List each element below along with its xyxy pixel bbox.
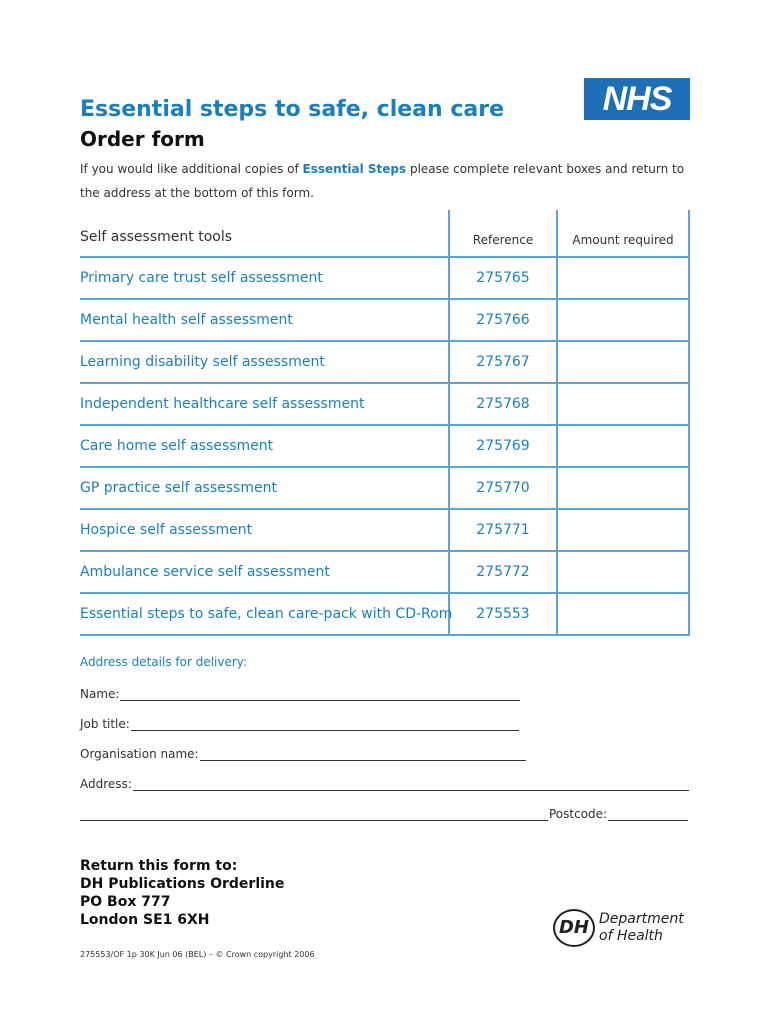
postcode-field <box>80 807 688 821</box>
row-label: GP practice self assessment <box>80 480 277 496</box>
name-field <box>80 687 520 701</box>
row-label: Essential steps to safe, clean care-pack with CD-Rom <box>80 606 453 622</box>
form-title: Essential steps to safe, clean care <box>80 97 505 122</box>
return-line-1: Return this form to: <box>80 858 238 874</box>
row-reference: 275766 <box>476 312 530 328</box>
organisation-input-line[interactable] <box>200 748 526 761</box>
table-row <box>80 510 690 552</box>
row-reference: 275772 <box>476 564 530 580</box>
header-amount: Amount required <box>572 233 674 247</box>
nhs-logo: NHS <box>584 78 690 120</box>
table-row <box>80 300 690 342</box>
dh-logo-line-1: Department <box>599 911 684 927</box>
row-label: Care home self assessment <box>80 438 274 454</box>
address-label: Address: <box>80 777 132 791</box>
return-line-4: London SE1 6XH <box>80 912 210 928</box>
address-field <box>80 777 689 791</box>
name-label: Name: <box>80 687 120 701</box>
row-label: Learning disability self assessment <box>80 354 325 370</box>
intro-text <box>80 157 700 205</box>
return-address <box>80 857 284 929</box>
address-heading: Address details for delivery: <box>80 655 248 669</box>
row-reference: 275771 <box>476 522 530 538</box>
table-row <box>80 342 690 384</box>
return-line-3: PO Box 777 <box>80 894 171 910</box>
form-subtitle: Order form <box>80 127 205 151</box>
row-reference: 275765 <box>476 270 530 286</box>
row-label: Hospice self assessment <box>80 522 253 538</box>
job-title-input-line[interactable] <box>131 718 519 731</box>
organisation-field <box>80 747 526 761</box>
intro-before: If you would like additional copies of <box>80 162 303 176</box>
row-reference: 275769 <box>476 438 530 454</box>
job-title-field <box>80 717 519 731</box>
organisation-label: Organisation name: <box>80 747 199 761</box>
job-title-label: Job title: <box>80 717 130 731</box>
department-of-health-logo <box>553 905 693 949</box>
address-line-2[interactable] <box>80 808 548 821</box>
table-row <box>80 594 690 636</box>
intro-after: please complete relevant boxes and return to the address at the bottom of this form. <box>80 162 685 200</box>
row-reference: 275768 <box>476 396 530 412</box>
row-label: Independent healthcare self assessment <box>80 396 365 412</box>
header-reference: Reference <box>472 233 534 247</box>
row-reference: 275767 <box>476 354 530 370</box>
postcode-input-line[interactable] <box>608 808 688 821</box>
row-label: Mental health self assessment <box>80 312 293 328</box>
name-input-line[interactable] <box>120 688 520 701</box>
intro-highlight: Essential Steps <box>302 162 407 176</box>
row-label: Ambulance service self assessment <box>80 564 330 580</box>
table-header-row <box>80 210 690 258</box>
table-row <box>80 384 690 426</box>
return-line-2: DH Publications Orderline <box>80 876 285 892</box>
row-reference: 275770 <box>476 480 530 496</box>
dh-logo-text <box>599 911 684 945</box>
postcode-label: Postcode: <box>549 807 608 821</box>
address-input-line[interactable] <box>133 778 689 791</box>
dh-logo-line-2: of Health <box>599 928 663 944</box>
table-row <box>80 468 690 510</box>
table-row <box>80 258 690 300</box>
table-row <box>80 552 690 594</box>
row-label: Primary care trust self assessment <box>80 270 323 286</box>
footnote: 275553/OF 1p 30K Jun 06 (BEL) – © Crown copyright 2006 <box>80 950 315 959</box>
table-row <box>80 426 690 468</box>
dh-mark: DH <box>553 909 595 947</box>
header-tool: Self assessment tools <box>80 229 233 245</box>
row-reference: 275553 <box>476 606 530 622</box>
